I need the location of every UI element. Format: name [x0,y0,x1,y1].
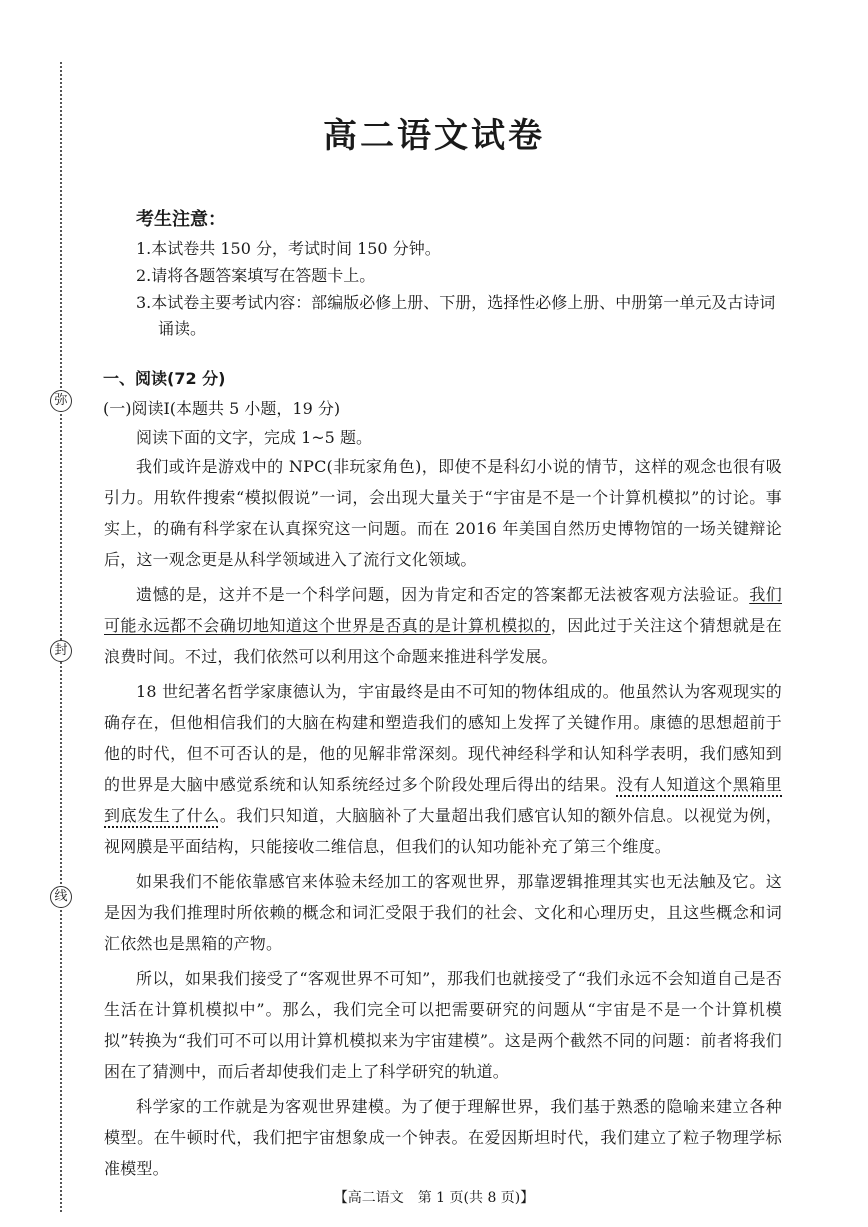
notice-item-3: 3.本试卷主要考试内容：部编版必修上册、下册，选择性必修上册、中册第一单元及古诗词 [136,293,776,312]
notice-heading: 考生注意： [136,209,226,230]
paragraph-6: 科学家的工作就是为客观世界建模。为了便于理解世界，我们基于熟悉的隐喻来建立各种模型。在牛顿时代，我们把宇宙想象成一个钟表。在爱因斯坦时代，我们建立了粒子物理学标准模型。 [104,1097,782,1178]
paragraph-1: 我们或许是游戏中的 NPC(非玩家角色)，即使不是科幻小说的情节，这样的观念也很有吸引力。用软件搜索“模拟假说”一词，会出现大量关于“宇宙是不是一个计算机模拟”的讨论。事实上，的确有科学家在认真探究这一问题。而在 2016 年美国自然历史博物馆的一场关键辩论后，这一观念更是从科学领域进入了流行文化领域。 [104,457,782,569]
paragraph-2-start: 遗憾的是，这并不是一个科学问题，因为肯定和否定的答案都无法被客观方法验证。 [136,585,750,604]
seal-feng: 封 [50,640,72,662]
paragraph-5: 所以，如果我们接受了“客观世界不可知”，那我们也就接受了“我们永远不会知道自己是否生活在计算机模拟中”。那么，我们完全可以把需要研究的问题从“宇宙是不是一个计算机模拟”转换为“我们可不可以用计算机模拟来为宇宙建模”。这是两个截然不同的问题：前者将我们困在了猜测中，而后者却使我们走上了科学研究的轨道。 [104,969,782,1081]
paragraph-2-end: ，因此过于关注这个猜想就是在浪费时间。不过，我们依然可以利用这个命题来推进科学发展。 [104,616,782,666]
section-heading: 一、阅读(72 分) [103,369,226,388]
paragraph-3 [104,676,782,862]
reading-instruction: 阅读下面的文字，完成 1~5 题。 [136,428,372,447]
paragraph-3-start: 18 世纪著名哲学家康德认为，宇宙最终是由不可知的物体组成的。他虽然认为客观现实的确存在，但他相信我们的大脑在构建和塑造我们的感知上发挥了关键作用。康德的思想超前于他的时代，但不可否认的是，他的见解非常深刻。现代神经科学和认知科学表明，我们感知到的世界是大脑中感觉系统和认知系统经过多个阶段处理后得出的结果。 [104,682,782,794]
notice-item-3-cont: 诵读。 [158,319,207,338]
notice-item-1: 1.本试卷共 150 分，考试时间 150 分钟。 [136,239,441,258]
seal-mi: 弥 [50,390,72,412]
page-title: 高二语文试卷 [323,116,545,156]
binding-dotted-line [60,62,62,1212]
paragraph-4: 如果我们不能依靠感官来体验未经加工的客观世界，那靠逻辑推理其实也无法触及它。这是因为我们推理时所依赖的概念和词汇受限于我们的社会、文化和心理历史，且这些概念和词汇依然也是黑箱的产物。 [104,872,782,953]
passage [104,451,782,1186]
page-footer: 【高二语文 第 1 页(共 8 页)】 [333,1190,535,1206]
underlined-sentence: 我们可能永远都不会确切地知道这个世界是否真的是计算机模拟的 [104,585,782,635]
paragraph-2 [104,579,782,672]
seal-xian: 线 [50,886,72,908]
notice-item-2: 2.请将各题答案填写在答题卡上。 [136,266,376,285]
paragraph-3-end: 。我们只知道，大脑脑补了大量超出我们感官认知的额外信息。以视觉为例，视网膜是平面结构，只能接收二维信息，但我们的认知功能补充了第三个维度。 [104,806,782,856]
subsection-heading: (一)阅读Ⅰ(本题共 5 小题，19 分) [103,399,341,418]
dotted-emphasis-sentence: 没有人知道这个黑箱里到底发生了什么 [104,775,782,825]
